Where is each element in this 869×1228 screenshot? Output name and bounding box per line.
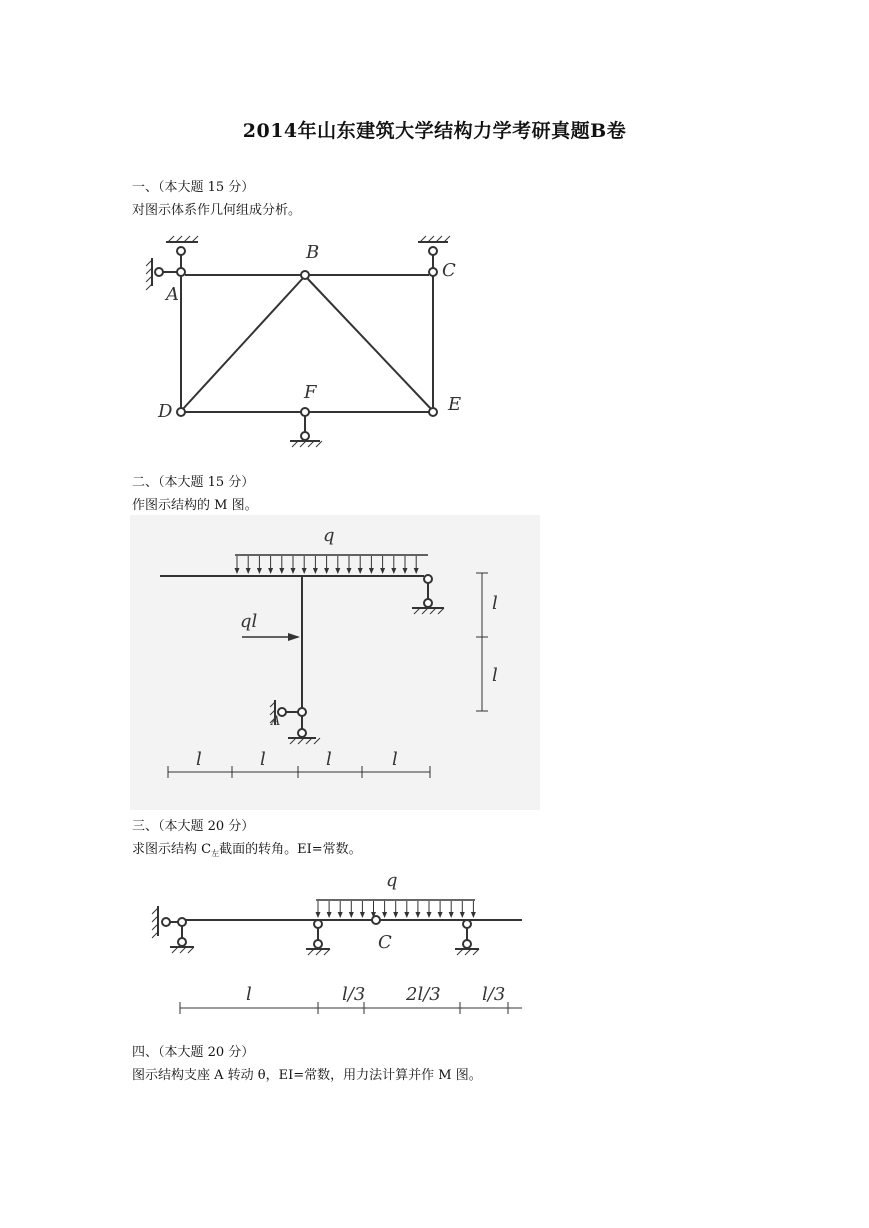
q1-text: 对图示体系作几何组成分析。	[132, 203, 302, 218]
paper-title: 2014年山东建筑大学结构力学考研真题B卷	[242, 120, 627, 142]
q2-vdim-1: l	[492, 593, 498, 614]
q3-dim-3: 2l/3	[406, 984, 441, 1005]
q2-support-label: A	[271, 714, 281, 729]
q3-header: 三、（本大题 20 分）	[132, 819, 255, 834]
q3-load-label: q	[386, 870, 398, 891]
q4-text: 图示结构支座 A 转动 θ，EI=常数，用力法计算并作 M 图。	[132, 1068, 482, 1083]
load-arrowhead	[338, 912, 343, 918]
q2-figure	[130, 515, 540, 810]
q4-header: 四、（本大题 20 分）	[132, 1045, 255, 1060]
q3-figure	[130, 862, 540, 1022]
load-arrowhead	[471, 912, 476, 918]
load-arrowhead	[427, 912, 432, 918]
load-arrowhead	[349, 912, 354, 918]
q3-text-sub: 左	[211, 849, 220, 858]
q2-dim-1: l	[196, 749, 202, 770]
q1-figure	[130, 222, 480, 467]
q3-text-before: 求图示结构 C	[132, 842, 212, 857]
q1-label-d: D	[158, 401, 173, 422]
q1-header: 一、（本大题 15 分）	[132, 180, 255, 195]
q3-dim-1: l	[246, 984, 252, 1005]
q1-label-f: F	[304, 382, 317, 403]
q2-dim-4: l	[392, 749, 398, 770]
load-arrowhead	[460, 912, 465, 918]
q2-text: 作图示结构的 M 图。	[132, 498, 258, 513]
q1-label-e: E	[448, 394, 462, 415]
load-arrowhead	[449, 912, 454, 918]
load-arrowhead	[382, 912, 387, 918]
load-arrowhead	[393, 912, 398, 918]
q2-vdim-2: l	[492, 665, 498, 686]
q3-label-c: C	[378, 932, 392, 953]
load-arrowhead	[316, 912, 321, 918]
q2-load-label: q	[323, 525, 335, 546]
q2-dim-2: l	[260, 749, 266, 770]
q3-dim-2: l/3	[342, 984, 366, 1005]
q3-text	[132, 838, 362, 859]
q3-text-after: 截面的转角。EI=常数。	[219, 842, 362, 857]
q1-label-c: C	[442, 260, 456, 281]
load-arrowhead	[327, 912, 332, 918]
load-arrowhead	[360, 912, 365, 918]
q2-header: 二、（本大题 15 分）	[132, 475, 255, 490]
load-arrowhead	[404, 912, 409, 918]
q1-label-b: B	[306, 242, 320, 263]
q2-dim-3: l	[326, 749, 332, 770]
q3-dim-4: l/3	[482, 984, 506, 1005]
q1-label-a: A	[166, 284, 179, 305]
load-arrowhead	[415, 912, 420, 918]
load-arrowhead	[438, 912, 443, 918]
q2-force-label: ql	[240, 611, 258, 632]
